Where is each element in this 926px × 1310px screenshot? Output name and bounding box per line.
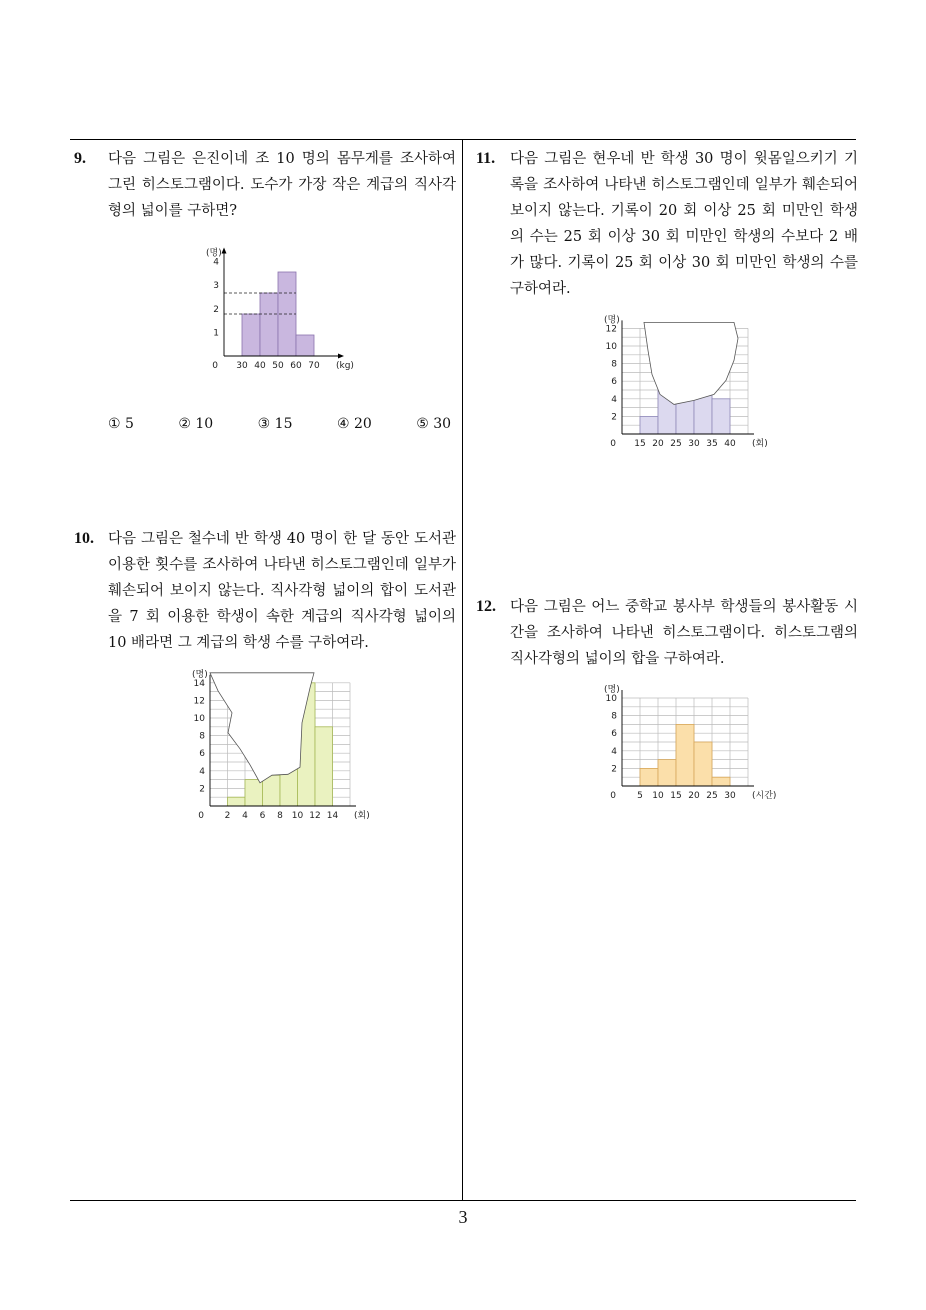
y-tick-label: 6 <box>199 749 205 760</box>
chart-9 <box>200 228 370 373</box>
origin-label: 0 <box>610 791 616 801</box>
x-axis-arrow <box>338 354 344 359</box>
y-axis-unit: (명) <box>192 669 208 680</box>
y-tick-label: 10 <box>605 694 617 704</box>
origin-label: 0 <box>212 361 218 371</box>
y-tick-label: 2 <box>611 764 617 775</box>
x-tick-label: 8 <box>277 811 283 821</box>
y-tick-label: 14 <box>193 678 205 689</box>
x-tick-label: 30 <box>688 439 700 449</box>
y-tick-label: 12 <box>605 324 617 335</box>
histogram-bar <box>296 335 314 356</box>
histogram-bar <box>658 760 676 786</box>
histogram-bar <box>242 314 260 356</box>
x-axis-unit: (회) <box>354 811 370 821</box>
x-tick-label: 25 <box>706 791 718 801</box>
problem-12-number: 12. <box>476 598 496 615</box>
y-tick-label: 4 <box>213 257 219 268</box>
histogram-bar <box>712 777 730 786</box>
choice-2[interactable]: ② 10 <box>178 416 214 432</box>
choice-3[interactable]: ③ 15 <box>257 416 293 432</box>
problem-11 <box>476 146 858 302</box>
chart-10 <box>190 658 380 828</box>
x-tick-label: 5 <box>637 791 643 801</box>
y-axis-unit: (명) <box>604 315 620 326</box>
x-tick-label: 15 <box>634 439 646 449</box>
y-axis-arrow <box>222 248 227 254</box>
chart-12 <box>600 676 780 806</box>
histogram-bar <box>315 727 333 806</box>
column-divider <box>462 139 463 1201</box>
y-tick-label: 2 <box>611 412 617 423</box>
x-axis-unit: (시간) <box>752 791 777 801</box>
torn-region <box>210 673 314 783</box>
problem-11-number: 11. <box>476 150 496 167</box>
problem-9-text: 다음 그림은 은진이네 조 10 명의 몸무게를 조사하여 그린 히스토그램이다. 도수가 가장 작은 계급의 직사각형의 넓이를 구하면? <box>108 151 456 219</box>
x-tick-label: 40 <box>724 439 736 449</box>
choice-1[interactable]: ① 5 <box>108 416 134 432</box>
x-tick-label: 25 <box>670 439 682 449</box>
x-tick-label: 6 <box>259 811 266 821</box>
x-tick-label: 4 <box>242 811 248 821</box>
x-axis-unit: (kg) <box>336 361 354 371</box>
histogram-bar <box>228 797 246 806</box>
histogram-bar <box>260 293 278 356</box>
histogram-bar <box>712 399 730 434</box>
problem-10-text: 다음 그림은 철수네 반 학생 40 명이 한 달 동안 도서관 이용한 횟수를 조사하여 나타낸 히스토그램인데 일부가 훼손되어 보이지 않는다. 직사각형 넓이의 합이 도서관을 7 회 이용한 학생이 속한 계급의 직사각형 넓이의 10 배라면 그 계급의 학생 수를 구하여라. <box>108 531 456 651</box>
y-tick-label: 6 <box>611 377 617 388</box>
histogram-bar <box>640 768 658 786</box>
y-tick-label: 2 <box>213 304 219 315</box>
chart-11 <box>600 310 780 455</box>
problem-11-text: 다음 그림은 현우네 반 학생 30 명이 윗몸일으키기 기록을 조사하여 나타낸 히스토그램인데 일부가 훼손되어 보이지 않는다. 기록이 20 회 이상 25 회 미만인 학생의 수는 25 회 이상 30 회 미만인 학생의 수보다 2 배가 많다. 기록이 25 회 이상 30 회 미만인 학생의 수를 구하여라. <box>510 151 858 297</box>
y-tick-label: 3 <box>213 281 219 292</box>
bottom-rule <box>70 1200 856 1201</box>
x-tick-label: 10 <box>291 811 304 821</box>
x-tick-label: 60 <box>290 361 302 371</box>
x-tick-label: 12 <box>309 811 321 821</box>
y-axis-unit: (명) <box>604 685 620 695</box>
y-tick-label: 8 <box>611 711 617 722</box>
x-tick-label: 15 <box>670 791 682 801</box>
choice-4[interactable]: ④ 20 <box>336 416 372 432</box>
y-tick-label: 2 <box>199 784 205 795</box>
x-tick-label: 30 <box>236 361 248 371</box>
y-tick-label: 12 <box>193 696 205 707</box>
x-tick-label: 40 <box>254 361 266 371</box>
problem-9-number: 9. <box>74 150 86 167</box>
choice-5[interactable]: ⑤ 30 <box>416 416 452 432</box>
origin-label: 0 <box>198 811 204 821</box>
x-tick-label: 10 <box>652 791 664 801</box>
y-tick-label: 8 <box>199 731 205 742</box>
origin-label: 0 <box>610 439 616 449</box>
x-tick-label: 14 <box>326 811 339 821</box>
x-tick-label: 2 <box>224 811 231 821</box>
x-tick-label: 50 <box>272 361 284 371</box>
top-rule <box>70 139 856 140</box>
y-axis-unit: (명) <box>206 248 222 259</box>
histogram-bar <box>676 724 694 786</box>
y-tick-label: 6 <box>611 729 617 740</box>
x-tick-label: 30 <box>724 791 736 801</box>
problem-10-number: 10. <box>74 530 94 547</box>
page-number: 3 <box>458 1207 468 1227</box>
x-tick-label: 20 <box>688 791 700 801</box>
histogram-bar <box>245 780 263 806</box>
problem-10 <box>74 526 456 656</box>
x-tick-label: 70 <box>308 361 320 371</box>
y-tick-label: 4 <box>611 746 617 757</box>
y-tick-label: 8 <box>611 359 617 370</box>
problem-12 <box>476 594 858 672</box>
y-tick-label: 10 <box>193 714 205 724</box>
y-tick-label: 1 <box>213 328 219 339</box>
y-tick-label: 4 <box>611 394 617 405</box>
x-axis-unit: (회) <box>752 439 768 449</box>
problem-9-choices <box>108 416 491 432</box>
y-tick-label: 4 <box>199 766 205 777</box>
x-tick-label: 20 <box>652 439 664 449</box>
problem-9 <box>74 146 456 224</box>
x-tick-label: 35 <box>706 439 718 449</box>
histogram-bar <box>640 416 658 434</box>
histogram-bar <box>694 742 712 786</box>
problem-12-text: 다음 그림은 어느 중학교 봉사부 학생들의 봉사활동 시간을 조사하여 나타낸 히스토그램이다. 히스토그램의 직사각형의 넓이의 합을 구하여라. <box>510 599 858 667</box>
y-tick-label: 10 <box>605 342 617 352</box>
